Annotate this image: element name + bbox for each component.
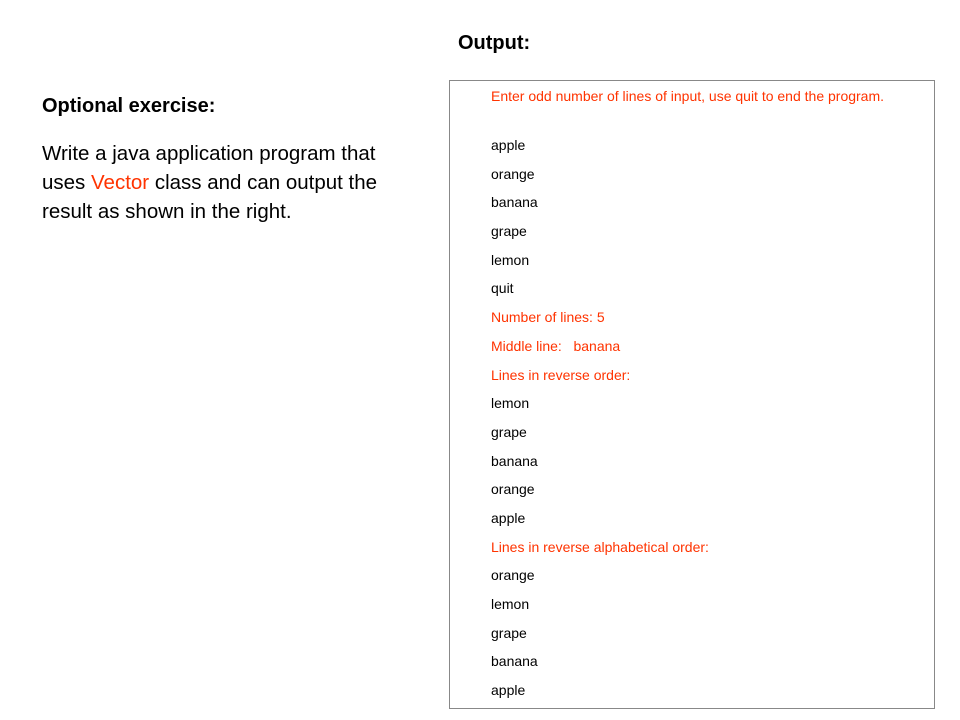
console-line: grape — [491, 424, 527, 440]
output-title: Output: — [458, 32, 531, 54]
exercise-description — [42, 139, 402, 226]
console-line: quit — [491, 280, 514, 296]
console-line: orange — [491, 166, 535, 182]
console-line: lemon — [491, 596, 530, 612]
console-line: banana — [491, 653, 538, 669]
exercise-title: Optional exercise: — [42, 95, 216, 117]
console-line: grape — [491, 223, 527, 239]
console-line: Lines in reverse order: — [491, 367, 631, 383]
console-prompt: Enter odd number of lines of input, use quit to end the program. — [491, 88, 885, 104]
console-line: Middle line: banana — [491, 338, 621, 354]
console-line: lemon — [491, 252, 530, 268]
console-line: grape — [491, 625, 527, 641]
console-line: banana — [491, 453, 538, 469]
console-line: orange — [491, 481, 535, 497]
console-line: lemon — [491, 395, 530, 411]
console-line: apple — [491, 510, 526, 526]
vector-highlight: Vector — [91, 171, 150, 194]
console-output-box — [449, 80, 935, 709]
console-line: apple — [491, 682, 526, 698]
console-line: apple — [491, 137, 526, 153]
exercise-text-after: class and can output the result as shown in the right. — [42, 171, 378, 223]
console-line: orange — [491, 567, 535, 583]
exercise-text-before: Write a java application program that uses — [42, 142, 376, 194]
console-line: banana — [491, 194, 538, 210]
console-line: Number of lines: 5 — [491, 309, 605, 325]
console-line: Lines in reverse alphabetical order: — [491, 539, 709, 555]
